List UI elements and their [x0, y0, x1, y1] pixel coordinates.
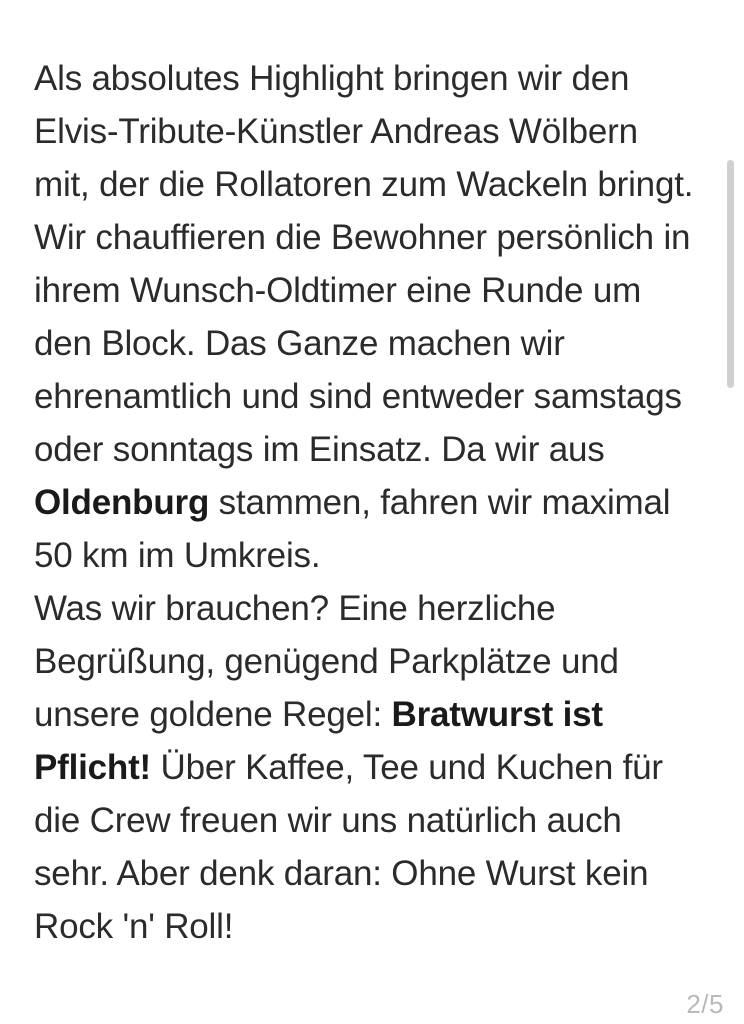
- page-indicator: 2/5: [686, 989, 724, 1019]
- scrollbar-track[interactable]: [726, 0, 734, 1024]
- text-run-2-2: Bratwurst ist Pflicht!: [34, 695, 603, 787]
- scrollbar-thumb[interactable]: [727, 160, 734, 388]
- text-run-1-2: Oldenburg: [34, 483, 210, 522]
- paragraph-1: [34, 52, 694, 582]
- text-run-1-1: Als absolutes Highlight bringen wir den Elvis-Tribute-Künstler Andreas Wölbern mit, der die Rollatoren zum Wackeln bringt. Wir chauffieren die Bewohner persönlich in ihrem Wunsch-Oldtimer eine Runde um den Block. Das Ganze machen wir ehrenamtlich und sind entweder samstags oder sonntags im Einsatz. Da wir aus: [34, 59, 694, 469]
- document-text-body: [34, 52, 694, 953]
- paragraph-2: [34, 582, 694, 953]
- text-run-1-3: stammen, fahren wir maximal 50 km im Umkreis.: [34, 483, 671, 575]
- text-run-2-3: Über Kaffee, Tee und Kuchen für die Crew freuen wir uns natürlich auch sehr. Aber denk daran: Ohne Wurst kein Rock 'n' Roll!: [34, 748, 663, 946]
- text-run-2-1: Was wir brauchen? Eine herzliche Begrüßung, genügend Parkplätze und unsere goldene Regel:: [34, 589, 619, 734]
